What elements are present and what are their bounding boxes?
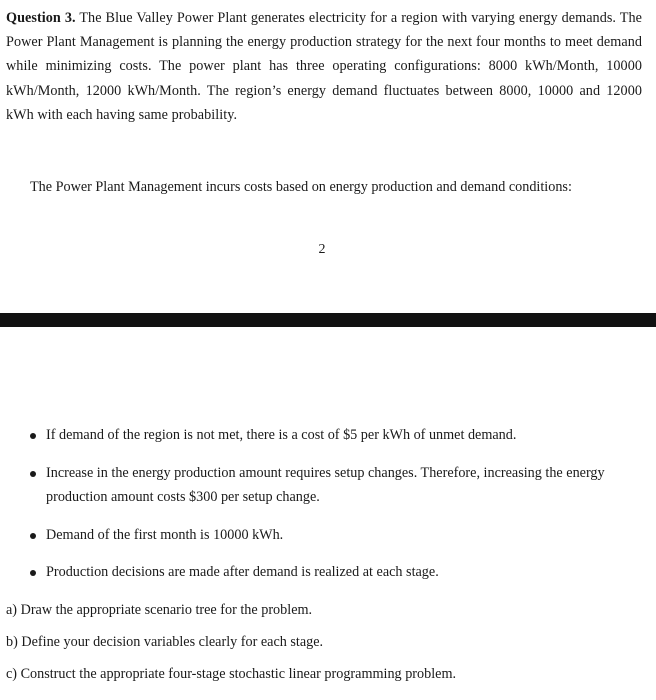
bullet-icon (30, 570, 36, 576)
bullet-icon (30, 433, 36, 439)
question-text: The Blue Valley Power Plant generates electricity for a region with varying energy demands. The Power Plant Management is planning the energy production strategy for the next four months to meet demand while minimizing costs. The power plant has three operating configurations: 8000 kWh/Month, 10000 kWh/Month, 12000 kWh/Month. The region’s energy demand fluctuates between 8000, 10000 and 12000 kWh with each having same probability. (6, 10, 642, 123)
page-top (0, 0, 656, 313)
list-item (0, 523, 656, 548)
bullet-text: Production decisions are made after demand is realized at each stage. (46, 564, 439, 580)
bullet-icon (30, 471, 36, 477)
page-number: 2 (318, 242, 326, 257)
bullet-text: Demand of the first month is 10000 kWh. (46, 526, 284, 543)
part-a: a) Draw the appropriate scenario tree for the problem. (6, 602, 313, 618)
list-item (0, 461, 656, 510)
question-label: Question 3. (6, 10, 76, 26)
list-item (0, 423, 656, 448)
bullet-icon (30, 533, 36, 539)
question-paragraph (6, 6, 642, 127)
part-b: b) Define your decision variables clearly for each stage. (6, 634, 324, 650)
cost-conditions-list (0, 423, 656, 598)
bullet-text: If demand of the region is not met, there is a cost of $5 per kWh of unmet demand. (46, 427, 517, 443)
part-c: c) Construct the appropriate four-stage stochastic linear programming problem. (6, 666, 457, 682)
bullet-text: Increase in the energy production amount requires setup changes. Therefore, increasing the energy production amount costs $300 per setup change. (46, 464, 605, 505)
list-item (0, 560, 656, 585)
question-parts-list (6, 598, 646, 694)
costs-intro: The Power Plant Management incurs costs based on energy production and demand conditions: (30, 179, 572, 195)
page-break-bar (0, 313, 656, 327)
